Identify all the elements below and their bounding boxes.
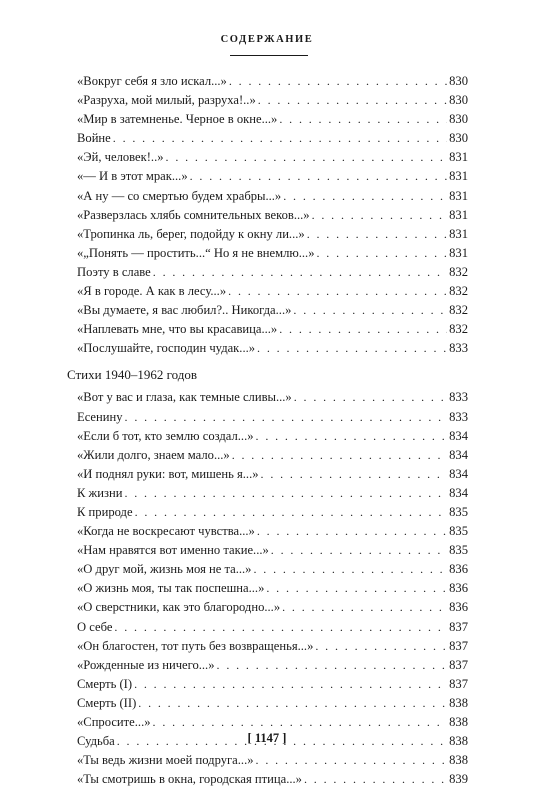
toc-entry-title: «— И в этот мрак...» (77, 169, 188, 184)
toc-entry-title: «А ну — со смертью будем храбры...» (77, 188, 282, 203)
toc-entry-page: 834 (449, 428, 468, 443)
toc-entry-page: 836 (449, 600, 468, 615)
toc-entry-title: «Жили долго, знаем мало...» (77, 447, 230, 462)
toc-entry (77, 244, 468, 263)
toc-entry (77, 656, 468, 675)
toc-entry-page: 834 (449, 466, 468, 481)
toc-entry-title: Поэту в славе (77, 264, 151, 279)
toc-group-1 (77, 72, 468, 358)
toc-entry-title: «Когда не воскресают чувства...» (77, 524, 255, 539)
dot-leader (304, 770, 447, 789)
toc-entry (77, 713, 468, 732)
dot-leader (256, 427, 448, 446)
toc-entry-page: 835 (449, 504, 468, 519)
toc-entry-page: 836 (449, 562, 468, 577)
header-rule (230, 55, 308, 56)
toc-entry-page: 834 (449, 485, 468, 500)
toc-entry (77, 560, 468, 579)
toc-entry-title: «Спросите...» (77, 715, 151, 729)
toc-entry (77, 484, 468, 503)
toc-entry (77, 751, 468, 770)
toc-entry (77, 598, 468, 617)
toc-entry (77, 263, 468, 282)
toc-entry-title: «Разверзлась хлябь сомнительных веков...» (77, 207, 310, 222)
toc-entry-title: К природе (77, 504, 133, 519)
dot-leader (228, 282, 447, 301)
page-number: [ 1147 ] (247, 731, 287, 745)
toc-entry-page: 839 (449, 772, 468, 787)
dot-leader (293, 301, 447, 320)
toc-entry-page: 832 (449, 264, 468, 279)
dot-leader (114, 618, 447, 637)
toc-entry (77, 206, 468, 225)
toc-entry-page: 836 (449, 581, 468, 596)
toc-entry-page: 830 (449, 74, 468, 88)
dot-leader (271, 541, 447, 560)
toc-entry-title: «Вот у вас и глаза, как темные сливы...» (77, 390, 292, 405)
toc-entry (77, 408, 468, 427)
toc-entry (77, 110, 468, 129)
dot-leader (307, 225, 447, 244)
dot-leader (294, 388, 447, 407)
toc-entry (77, 446, 468, 465)
toc-entry (77, 503, 468, 522)
section-title: Стихи 1940–1962 годов (67, 367, 197, 383)
toc-entry-title: Смерть (II) (77, 695, 137, 710)
toc-entry-page: 838 (449, 695, 468, 710)
toc-entry-page: 831 (449, 150, 468, 165)
toc-entry-page: 830 (449, 93, 468, 108)
toc-entry (77, 541, 468, 560)
toc-entry-title: «Нам нравятся вот именно такие...» (77, 543, 269, 558)
toc-entry (77, 282, 468, 301)
toc-entry-title: Судьба (77, 734, 115, 749)
toc-entry-title: «О друг мой, жизнь моя не та...» (77, 562, 252, 577)
dot-leader (135, 503, 448, 522)
toc-entry (77, 675, 468, 694)
dot-leader (113, 129, 447, 148)
toc-entry-title: «Вокруг себя я зло искал...» (77, 74, 227, 88)
toc-entry-title: «Наплевать мне, что вы красавица...» (77, 322, 278, 337)
toc-entry-title: «Разруха, мой милый, разруха!..» (77, 93, 256, 108)
toc-entry-page: 837 (449, 657, 468, 672)
toc-entry-page: 830 (449, 131, 468, 146)
toc-entry-page: 832 (449, 303, 468, 318)
toc-entry-page: 831 (449, 245, 468, 260)
toc-entry-title: К жизни (77, 485, 123, 500)
dot-leader (124, 484, 447, 503)
dot-leader (257, 522, 447, 541)
toc-entry-page: 833 (449, 409, 468, 424)
toc-entry-title: «Он благостен, тот путь без возвращенья...» (77, 638, 314, 653)
dot-leader (315, 637, 447, 656)
toc-entry-title: «О сверстники, как это благородно...» (77, 600, 281, 615)
dot-leader (166, 148, 448, 167)
toc-entry (77, 637, 468, 656)
dot-leader (229, 72, 447, 91)
dot-leader (190, 167, 447, 186)
dot-leader (153, 713, 448, 732)
dot-leader (253, 560, 447, 579)
toc-entry-title: О себе (77, 619, 113, 634)
running-header: СОДЕРЖАНИЕ (220, 34, 314, 45)
dot-leader (256, 751, 448, 770)
toc-entry-title: Есенину (77, 409, 123, 424)
toc-entry-page: 833 (449, 341, 468, 356)
dot-leader (217, 656, 448, 675)
toc-entry-page: 832 (449, 284, 468, 299)
dot-leader (138, 694, 447, 713)
toc-entry-title: «Я в городе. А как в лесу...» (77, 284, 227, 299)
toc-entry-title: «Вы думаете, я вас любил?.. Никогда...» (77, 303, 292, 318)
dot-leader (317, 244, 448, 263)
toc-entry-title: «Послушайте, господин чудак...» (77, 341, 256, 356)
toc-entry (77, 225, 468, 244)
toc-entry-page: 834 (449, 447, 468, 462)
toc-entry (77, 187, 468, 206)
toc-entry-title: «Тропинка ль, берег, подойду к окну ли...» (77, 226, 305, 241)
toc-entry (77, 579, 468, 598)
toc-entry-page: 835 (449, 524, 468, 539)
toc-entry (77, 770, 468, 789)
dot-leader (279, 110, 447, 129)
toc-entry (77, 388, 468, 407)
dot-leader (134, 675, 447, 694)
dot-leader (266, 579, 447, 598)
toc-entry-page: 831 (449, 207, 468, 222)
toc-entry-page: 837 (449, 619, 468, 634)
toc-entry-title: Смерть (I) (77, 676, 133, 691)
toc-entry-title: «Рожденные из ничего...» (77, 657, 215, 672)
toc-entry (77, 427, 468, 446)
dot-leader (279, 320, 447, 339)
toc-entry-page: 837 (449, 638, 468, 653)
toc-entry-title: «О жизнь моя, ты так поспешна...» (77, 581, 265, 596)
toc-entry (77, 465, 468, 484)
toc-entry-page: 838 (449, 715, 468, 729)
toc-entry-page: 832 (449, 322, 468, 337)
dot-leader (125, 408, 448, 427)
dot-leader (312, 206, 448, 225)
toc-entry (77, 148, 468, 167)
toc-entry-title: «Мир в затемненье. Черное в окне...» (77, 112, 278, 127)
dot-leader (261, 465, 448, 484)
toc-entry (77, 301, 468, 320)
toc-entry-page: 838 (449, 753, 468, 768)
toc-entry-title: «Эй, человек!..» (77, 150, 164, 165)
toc-entry-page: 830 (449, 112, 468, 127)
toc-entry (77, 694, 468, 713)
toc-entry-page: 831 (449, 188, 468, 203)
toc-entry-title: «И поднял руки: вот, мишень я...» (77, 466, 259, 481)
toc-entry-page: 831 (449, 169, 468, 184)
toc-entry (77, 320, 468, 339)
toc-entry-title: «„Понять — простить...“ Но я не внемлю...» (77, 245, 315, 260)
toc-entry-page: 837 (449, 676, 468, 691)
toc-entry (77, 129, 468, 148)
toc-entry (77, 522, 468, 541)
toc-entry (77, 339, 468, 358)
dot-leader (153, 263, 447, 282)
toc-group-2 (77, 388, 468, 789)
toc-entry-page: 831 (449, 226, 468, 241)
dot-leader (232, 446, 447, 465)
toc-entry-page: 838 (449, 734, 468, 749)
toc-entry (77, 72, 468, 91)
toc-entry (77, 167, 468, 186)
dot-leader (283, 187, 447, 206)
toc-entry-title: Войне (77, 131, 111, 146)
toc-entry-title: «Ты ведь жизни моей подруга...» (77, 753, 254, 768)
dot-leader (282, 598, 447, 617)
table-of-contents (67, 72, 468, 789)
dot-leader (258, 91, 447, 110)
toc-entry-title: «Ты смотришь в окна, городская птица...» (77, 772, 302, 787)
toc-entry-page: 833 (449, 390, 468, 405)
toc-entry (77, 618, 468, 637)
toc-entry-title: «Если б тот, кто землю создал...» (77, 428, 254, 443)
toc-entry-page: 835 (449, 543, 468, 558)
toc-entry (77, 91, 468, 110)
dot-leader (257, 339, 447, 358)
